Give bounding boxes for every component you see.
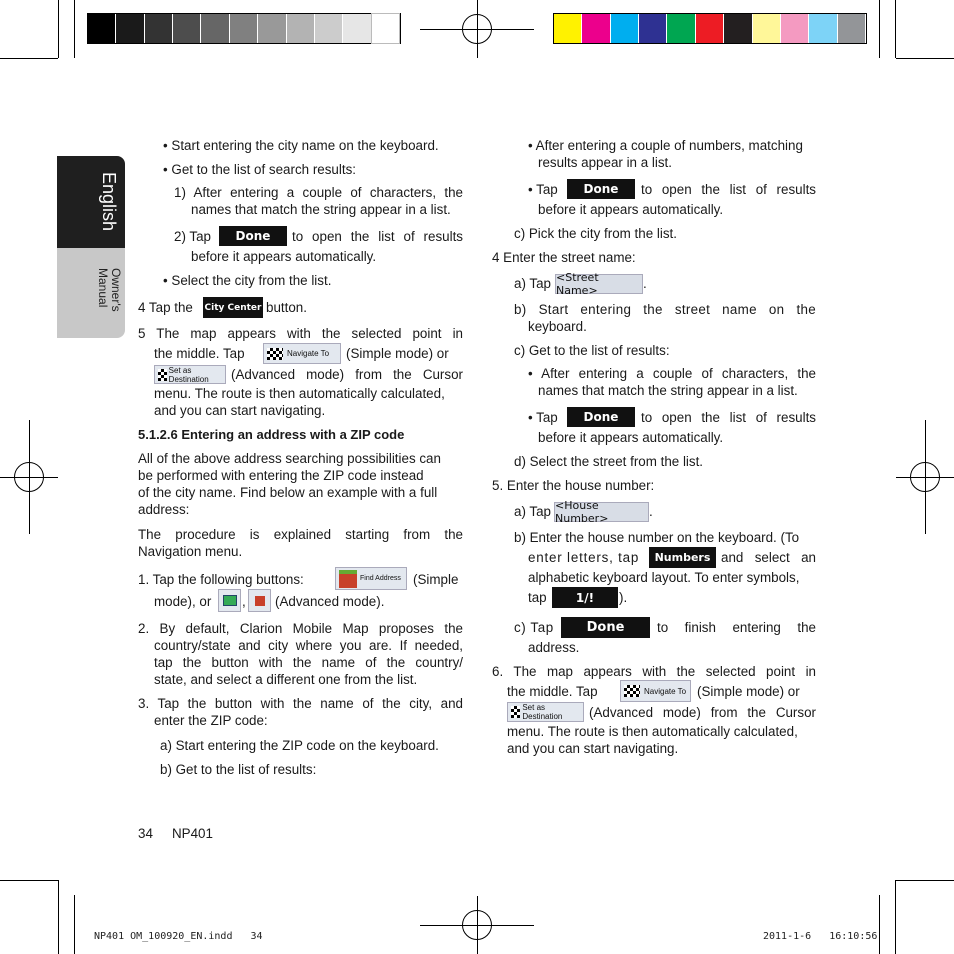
body-text: the middle. Tap	[154, 346, 245, 361]
body-text: (Simple mode) or	[697, 684, 800, 699]
body-text: c) Tap	[514, 620, 554, 635]
street-name-button: <Street Name>	[555, 274, 643, 294]
section-label-line1: Owner's	[109, 268, 123, 312]
color-swatch	[173, 14, 200, 43]
body-text: • Get to the list of search results:	[163, 162, 356, 177]
color-swatch	[258, 14, 285, 43]
crop-mark	[74, 0, 75, 58]
body-text: keyboard.	[528, 319, 587, 334]
body-text: a) Tap	[514, 504, 551, 519]
body-text: and you can start navigating.	[507, 741, 679, 756]
body-text: c) Get to the list of results:	[514, 343, 670, 358]
body-text: b) Enter the house number on the keyboard. (To	[514, 530, 800, 545]
crop-mark	[896, 58, 954, 59]
checkered-flag-icon	[511, 706, 520, 718]
body-text: c) Pick the city from the list.	[514, 226, 677, 241]
body-text: 6. The map appears with the selected point in	[492, 664, 816, 679]
body-text: state, and select a different one from the list.	[154, 672, 418, 687]
body-text: button.	[266, 300, 307, 315]
body-text: and select an	[721, 550, 816, 565]
crop-mark	[74, 895, 75, 954]
body-text: d) Select the street from the list.	[514, 454, 704, 469]
section-heading: 5.1.2.6 Entering an address with a ZIP code	[138, 427, 405, 442]
body-text: 2) Tap	[174, 229, 211, 244]
city-center-button: City Center	[203, 297, 263, 318]
body-text: address.	[528, 640, 580, 655]
crop-mark	[879, 895, 880, 954]
color-swatch	[781, 14, 808, 43]
body-text: 5. Enter the house number:	[492, 478, 655, 493]
body-text: 1. Tap the following buttons:	[138, 572, 304, 587]
crop-mark	[0, 58, 58, 59]
color-swatch	[696, 14, 723, 43]
color-swatch	[724, 14, 751, 43]
map-icon	[218, 589, 241, 612]
body-text: 5 The map appears with the selected point in	[138, 326, 463, 341]
set-as-destination-button: Set as Destination	[507, 702, 584, 722]
color-swatch	[315, 14, 342, 43]
language-label: English	[99, 172, 119, 232]
body-text: Navigation menu.	[138, 544, 243, 559]
body-text: 2. By default, Clarion Mobile Map proposes the	[138, 621, 463, 636]
symbols-button: 1/!	[552, 587, 618, 608]
body-text: .	[649, 504, 653, 519]
set-as-destination-button: Set as Destination	[154, 365, 226, 384]
crop-mark	[58, 880, 59, 954]
color-swatch	[639, 14, 666, 43]
body-text: the middle. Tap	[507, 684, 598, 699]
checkered-flag-icon	[158, 369, 167, 381]
body-text: 3. Tap the button with the name of the city, and	[138, 696, 463, 711]
color-swatch	[582, 14, 609, 43]
body-text: alphabetic keyboard layout. To enter symbols,	[528, 570, 800, 585]
body-text: tap the button with the name of the country/	[154, 655, 463, 670]
color-swatch	[88, 14, 115, 43]
crop-mark	[58, 0, 59, 58]
body-text: • After entering a couple of characters, the	[528, 366, 816, 381]
color-swatch	[145, 14, 172, 43]
crop-mark	[420, 29, 534, 30]
numbers-button: Numbers	[649, 547, 716, 568]
body-text: All of the above address searching possibilities can	[138, 451, 441, 466]
body-text: • Start entering the city name on the keyboard.	[163, 138, 439, 153]
body-text: to open the list of results	[641, 182, 816, 197]
body-text: to open the list of results	[292, 229, 463, 244]
body-text: results appear in a list.	[538, 155, 672, 170]
body-text: menu. The route is then automatically calculated,	[154, 386, 445, 401]
body-text: 4 Enter the street name:	[492, 250, 636, 265]
model-name: NP401	[172, 826, 213, 841]
body-text: country/state and city where you are. If needed,	[154, 638, 463, 653]
body-text: (Simple	[413, 572, 459, 587]
crop-mark	[0, 477, 58, 478]
body-text: be performed with entering the ZIP code instead	[138, 468, 424, 483]
slug-timestamp: 2011-1-6 16:10:56	[763, 931, 878, 942]
body-text: menu. The route is then automatically calculated,	[507, 724, 798, 739]
color-swatch	[230, 14, 257, 43]
color-swatch	[554, 14, 581, 43]
section-label-line2: Manual	[96, 268, 110, 308]
color-swatch	[343, 14, 370, 43]
house-icon	[339, 570, 357, 588]
body-text: .	[643, 276, 647, 291]
body-text: • After entering a couple of numbers, matching	[528, 138, 803, 153]
crop-mark	[895, 880, 896, 954]
color-swatch	[809, 14, 836, 43]
body-text: (Advanced mode).	[275, 594, 385, 609]
body-text: before it appears automatically.	[538, 202, 724, 217]
body-text: and you can start navigating.	[154, 403, 326, 418]
body-text: to finish entering the	[657, 620, 816, 635]
body-text: enter the ZIP code:	[154, 713, 268, 728]
house-number-button: <House Number>	[554, 502, 649, 522]
body-text: • Select the city from the list.	[163, 273, 332, 288]
color-swatch	[116, 14, 143, 43]
body-text: ,	[242, 594, 246, 609]
navigate-to-button: Navigate To	[263, 343, 341, 364]
body-text: a) Start entering the ZIP code on the keyboard.	[160, 738, 439, 753]
crop-mark	[879, 0, 880, 58]
body-text: enter letters, tap	[528, 550, 640, 565]
checkered-flag-icon	[624, 685, 640, 697]
body-text: address:	[138, 502, 190, 517]
body-text: • Tap	[528, 410, 558, 425]
body-text: 4 Tap the	[138, 300, 193, 315]
body-text: names that match the string appear in a list.	[191, 202, 451, 217]
address-icon	[248, 589, 271, 612]
color-swatch	[611, 14, 638, 43]
navigate-to-button: Navigate To	[620, 680, 691, 702]
body-text: a) Tap	[514, 276, 551, 291]
body-text: mode), or	[154, 594, 212, 609]
done-button: Done	[219, 226, 287, 246]
body-text: (Advanced mode) from the Cursor	[231, 367, 463, 382]
crop-mark	[895, 0, 896, 58]
body-text: 1) After entering a couple of characters, the	[174, 185, 463, 200]
slug-filename: NP401 OM_100920_EN.indd 34	[94, 931, 263, 942]
done-button: Done	[567, 179, 635, 199]
body-text: names that match the string appear in a list.	[538, 383, 798, 398]
color-swatch	[753, 14, 780, 43]
find-address-button: Find Address	[335, 567, 407, 590]
crop-mark	[0, 880, 58, 881]
body-text: before it appears automatically.	[538, 430, 724, 445]
body-text: The procedure is explained starting from the	[138, 527, 463, 542]
crop-mark	[896, 880, 954, 881]
body-text: • Tap	[528, 182, 558, 197]
crop-mark	[420, 925, 534, 926]
color-swatch	[667, 14, 694, 43]
checkered-flag-icon	[267, 348, 283, 360]
crop-mark	[896, 477, 954, 478]
body-text: of the city name. Find below an example with a full	[138, 485, 438, 500]
done-button: Done	[561, 617, 650, 638]
done-button: Done	[567, 407, 635, 427]
color-swatch	[287, 14, 314, 43]
body-text: to open the list of results	[641, 410, 816, 425]
body-text: tap	[528, 590, 547, 605]
body-text: ).	[619, 590, 628, 605]
body-text: before it appears automatically.	[191, 249, 377, 264]
body-text: b) Get to the list of results:	[160, 762, 317, 777]
body-text: b) Start entering the street name on the	[514, 302, 816, 317]
body-text: (Advanced mode) from the Cursor	[589, 705, 816, 720]
body-text: (Simple mode) or	[346, 346, 449, 361]
color-swatch	[838, 14, 865, 43]
color-swatch	[201, 14, 228, 43]
page-number: 34	[138, 826, 153, 841]
color-swatch	[372, 14, 399, 43]
